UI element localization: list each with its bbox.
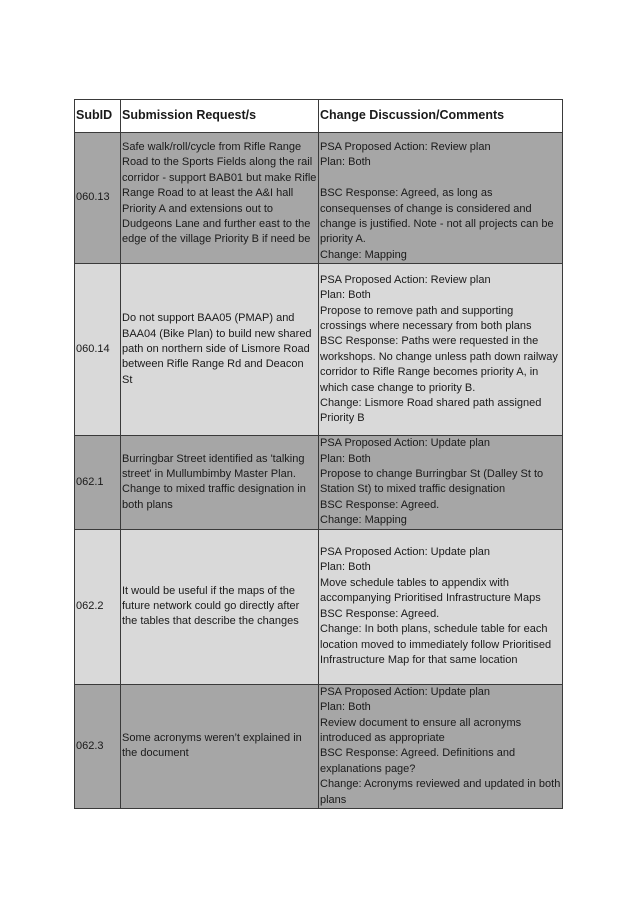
table-row [75, 133, 563, 264]
header-subid: SubID [75, 100, 121, 133]
sub-id: 062.3 [75, 684, 121, 808]
sub-id: 062.2 [75, 529, 121, 684]
submission-request: Safe walk/roll/cycle from Rifle Range Road to the Sports Fields along the rail corridor - support BAB01 but make Rifle Range Road to at least the A&I hall Priority A and extensions out to Dudgeons Lane and further east to the edge of the village Priority B if need be [121, 133, 319, 264]
change-comment: PSA Proposed Action: Review plan Plan: Both Propose to remove path and supporting crossings where necessary from both plans BSC Response: Paths were requested in the workshops. No change unless path down railway corridor to Rifle Range becomes priority A, in which case change to priority B. Change: Lismore Road shared path assigned Priority B [319, 264, 563, 436]
table-row [75, 264, 563, 436]
submission-request: Do not support BAA05 (PMAP) and BAA04 (Bike Plan) to build new shared path on northern side of Lismore Road between Rifle Range Rd and Deacon St [121, 264, 319, 436]
header-request: Submission Request/s [121, 100, 319, 133]
change-comment: PSA Proposed Action: Update plan Plan: Both Move schedule tables to appendix with accompanying Prioritised Infrastructure Maps BSC Response: Agreed. Change: In both plans, schedule table for each location moved to immediately follow Prioritised Infrastructure Map for that same location [319, 529, 563, 684]
submission-request: Burringbar Street identified as 'talking street' in Mullumbimby Master Plan. Change to mixed traffic designation in both plans [121, 436, 319, 529]
submission-request: It would be useful if the maps of the future network could go directly after the tables that describe the changes [121, 529, 319, 684]
change-comment: PSA Proposed Action: Update plan Plan: Both Propose to change Burringbar St (Dalley St to Station St) to mixed traffic designation BSC Response: Agreed. Change: Mapping [319, 436, 563, 529]
change-comment: PSA Proposed Action: Update plan Plan: Both Review document to ensure all acronyms introduced as appropriate BSC Response: Agreed. Definitions and explanations page? Change: Acronyms reviewed and updated in both plans [319, 684, 563, 808]
table-row [75, 684, 563, 808]
sub-id: 060.14 [75, 264, 121, 436]
submission-request: Some acronyms weren’t explained in the document [121, 684, 319, 808]
table-row [75, 529, 563, 684]
sub-id: 060.13 [75, 133, 121, 264]
header-row [75, 100, 563, 133]
submissions-table [74, 99, 563, 809]
header-comments: Change Discussion/Comments [319, 100, 563, 133]
table-row [75, 436, 563, 529]
sub-id: 062.1 [75, 436, 121, 529]
change-comment: PSA Proposed Action: Review plan Plan: Both BSC Response: Agreed, as long as consequenses of change is considered and change is justified. Note - not all projects can be priority A. Change: Mapping [319, 133, 563, 264]
